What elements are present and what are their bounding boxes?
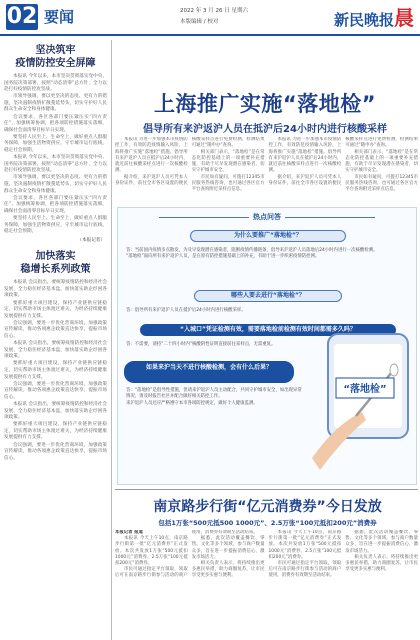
swab-tip-icon: [390, 364, 398, 376]
paragraph: 本报讯 今天上午10点，南京路步行街第一批“亿元消费券”正式发放。本次共发放1万张“500元抵扣1000元”消费券、2.5万张“100元抵扣200元”消费券。: [115, 536, 188, 567]
answer-text: 来沪返沪人员还应严格遵守本市各项防控规定，做好个人健康监测。: [126, 400, 258, 406]
left-headline-2: 加快落实 稳增长系列政策: [20, 251, 91, 276]
paragraph: 相关负责人表示，将持续推出更多惠民举措，助力商圈复苏，让市民享受更多实惠与便利。: [191, 561, 265, 579]
paragraph: 本报讯 为进一步加强本市疫情防控工作，有效防范疫情输入风险，上海将推广实施“落地检”措施。倡导所有来沪返沪人员在抵沪后24小时内，就近前往核酸采样点进行一次核酸检测。: [268, 137, 342, 174]
paragraph: 据介绍，来沪返沪人员可凭本人身份证件，前往全市各区设置的便民核酸采样点进行免费检测，检测结果可通过“随申办”查询。: [268, 137, 418, 187]
newspaper-brand: [334, 2, 414, 31]
paragraph: 市民可通过指定平台领取，领取后可在南京路步行街参与活动的商户使用，消费券有效期至活动结束。: [115, 530, 258, 579]
paragraph: 要抓好重大项目建设，保持产业链供应链稳定，切实帮助市场主体渡过难关，为经济持续健康发展提供有力支撑。: [4, 422, 107, 441]
section-name: 要闻: [44, 8, 75, 26]
paragraph: 据介绍，来沪返沪人员可凭本人身份证件，前往全市各区设置的便民核酸采样点进行免费检测，检测结果可通过“随申办”查询。: [115, 137, 265, 187]
answer-text: 答：不需要，请持“二十四小时内”核酸阴性证明直接前往采样点，无需重复。: [126, 342, 276, 347]
paragraph: 要坚持人民至上、生命至上，做好重点人群服务保障，加强生活物资供应，守牢城市运行底线，稳定社会预期。: [4, 134, 107, 154]
answer-text: 答：“落地检”是倡导性措施，但请来沪返沪人员主动配合，共同守护城市安全，如出现异常情况，请及时报告社区并配合做好相关防控工作。: [126, 388, 302, 400]
brand-mark: 晨: [394, 6, 414, 30]
main-subheadline: 倡导所有来沪返沪人员在抵沪后24小时内进行核酸采样: [143, 124, 387, 135]
qa-question-4: 如果来沪当天不进行核酸检测，会有什么后果？: [124, 361, 294, 383]
paragraph: 市民可通过指定平台领取，领取后可在南京路步行街参与活动的商户使用，消费券有效期至活动结束。: [268, 561, 342, 579]
paragraph: 据悉，此次活动覆盖餐饮、零售、文化等多个领域，参与商户数量众多，旨在进一步提振消费信心，激发市场活力。: [191, 536, 265, 560]
qa-question-1: 为什么要推广“落地检”？: [190, 230, 346, 242]
paragraph: 会议要求，各区各部门要压紧压实“四方责任”，加强统筹协调，把各项防控措施落实落细，确保社会面清零目标早日实现。: [4, 114, 107, 133]
left-byline: （本报记者）: [77, 238, 105, 244]
paragraph: 会议强调，要进一步优化营商环境，加强政策宣传解读，推动各项惠企政策直达快享，提振市场信心。: [4, 381, 107, 400]
qa-answer-4: [126, 388, 306, 407]
paragraph: 会议要求，各区各部门要压紧压实“四方责任”，加强统筹协调，把各项防控措施落实落细，确保社会面清零目标早日实现。: [4, 195, 107, 214]
header-divider: [0, 34, 420, 36]
paragraph: 本报讯 今年以来，本市坚决贯彻落实党中央、国务院决策部署，按照“动态清零”总方针，全力以赴打好疫情防控攻坚战。: [4, 74, 107, 93]
answer-text: 答：倡导所有来沪返沪人员在抵沪后24小时内进行核酸采样。: [126, 308, 246, 313]
paragraph: 会议强调，要进一步优化营商环境，加强政策宣传解读，推动各项惠企政策直达快享，提振市场信心。: [4, 442, 107, 461]
paragraph: 本报讯 为进一步加强本市疫情防控工作，有效防范疫情输入风险，上海将推广实施“落地检”措施。倡导所有来沪返沪人员在抵沪后24小时内，就近前往核酸采样点进行一次核酸检测。: [115, 137, 188, 174]
paragraph: 相关部门表示，“落地检”是在常态化防控基础上的一项重要补充措施，有助于尽早发现潜在感染者，切实守护城市安全。: [345, 149, 418, 174]
editor-line: 本版编辑 / 校对: [180, 19, 219, 25]
issue-date: 2022 年 3 月 26 日 星期六: [180, 8, 248, 14]
paragraph: 要抓好重大项目建设，保持产业链供应链稳定，切实帮助市场主体渡过难关，为经济持续健康发展提供有力支撑。: [4, 300, 107, 319]
paragraph: 本报讯 今年以来，本市坚决贯彻落实党中央、国务院决策部署，按照“动态清零”总方针，全力以赴打好疫情防控攻坚战。: [4, 155, 107, 174]
paragraph: 市领导强调，要以更坚决的态度、更有力的措施，坚决遏制疫情扩散蔓延势头，切实守护好人民群众生命安全和身体健康。: [4, 175, 107, 194]
answer-text: “落地检”面向所有来沪返沪人员，是在原有防控措施基础上的补充，有助于进一步织密疫情防控网。: [126, 254, 320, 260]
paragraph: 相关负责人表示，将持续推出更多惠民举措，助力商圈复苏，让市民享受更多实惠与便利。: [345, 554, 418, 573]
left-article-2-body: [0, 280, 111, 462]
paragraph: 本报讯 今天上午10点，南京路步行街第一批“亿元消费券”正式发放。本次共发放1万张“500元抵扣1000元”消费券、2.5万张“100元抵扣200元”消费券。: [268, 530, 342, 560]
page-number: 02: [6, 4, 38, 29]
paragraph: 市民如有疑问，可拨打12345市民服务热线咨询，也可通过各区官方平台查询附近采样点信息。: [191, 174, 265, 193]
qa-question-2: 哪些人要去进行“落地检”？: [194, 290, 342, 302]
bottom-headline: 南京路步行街“亿元消费券”今日发放: [153, 499, 382, 515]
paragraph: 市领导强调，要以更坚决的态度、更有力的措施，坚决遏制疫情扩散蔓延势头，切实守护好人民群众生命安全和身体健康。: [4, 94, 107, 113]
qa-box-title: 热点问答: [118, 212, 416, 222]
paragraph: 要坚持人民至上、生命至上，做好重点人群服务保障，加强生活物资供应，守牢城市运行底线，稳定社会预期。: [4, 215, 107, 235]
paragraph: 据悉，此次活动覆盖餐饮、零售、文化等多个领域，参与商户数量众多，旨在进一步提振消费信心，激发市场活力。: [345, 530, 418, 554]
illus-label: “落地检”: [343, 384, 387, 395]
brand-text: 新民晚报: [333, 11, 394, 29]
testing-illustration: [306, 328, 416, 480]
main-article-body: [115, 137, 418, 205]
main-headline: 上海推广实施“落地检”: [153, 92, 377, 116]
paragraph: 本报讯 会议指出，要统筹疫情防控和经济社会发展，全力稳住经济基本盘，加快落实助企纾困各项政策。: [4, 341, 107, 360]
paragraph: 市民如有疑问，可拨打12345市民服务热线咨询，也可通过各区官方平台查询附近采样点信息。: [345, 174, 418, 193]
page-header: [0, 0, 420, 38]
bottom-article-body: [115, 530, 418, 638]
paragraph: 要抓好重大项目建设，保持产业链供应链稳定，切实帮助市场主体渡过难关，为经济持续健康发展提供有力支撑。: [4, 361, 107, 380]
qa-answer-1: [126, 248, 410, 261]
paragraph: 相关部门表示，“落地检”是在常态化防控基础上的一项重要补充措施，有助于尽早发现潜在感染者，切实守护城市安全。: [191, 149, 265, 174]
answer-text: 答：当前国内疫情多点散发，为及早发现潜在感染者，阻断疫情传播链条，倡导来沪返沪人员落地后24小时内进行一次核酸检测。: [126, 248, 378, 253]
bottom-subheadline: 包括1万张“500元抵500 1000元”、2.5万张“100元抵扣200元”消费券: [158, 519, 377, 527]
left-article-1-body: [0, 74, 111, 236]
left-headline-1: 坚决筑牢 疫情防控安全屏障: [15, 45, 96, 69]
paragraph: 本报讯 会议指出，要统筹疫情防控和经济社会发展，全力稳住经济基本盘，加快落实助企纾困各项政策。: [4, 280, 107, 299]
qa-question-3: “入城口”凭证检测有效，需要落地检前检测有效时间都需多久吗？: [140, 324, 396, 336]
paragraph: 会议强调，要进一步优化营商环境，加强政策宣传解读，推动各项惠企政策直达快享，提振市场信心。: [4, 320, 107, 339]
left-column: [0, 40, 112, 640]
qa-answer-2: [126, 308, 410, 314]
paragraph: 本报讯 会议指出，要统筹疫情防控和经济社会发展，全力稳住经济基本盘，加快落实助企纾困各项政策。: [4, 401, 107, 421]
section-divider: [115, 489, 418, 490]
byline: 本报记者 报道: [115, 530, 143, 535]
